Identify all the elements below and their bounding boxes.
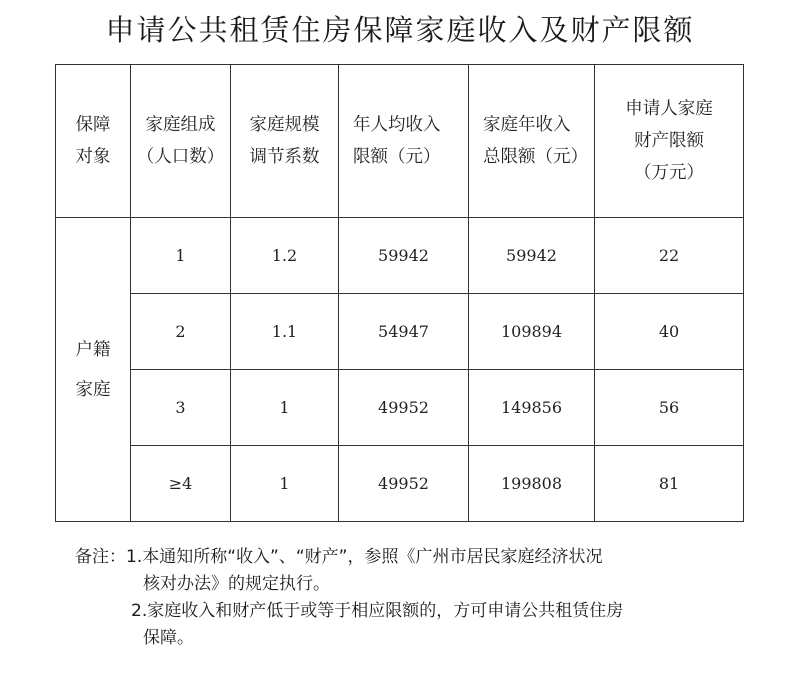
cell-property-limit: 81 [595, 446, 744, 522]
table-row [56, 370, 744, 446]
cell-adjustment-factor: 1.1 [231, 294, 339, 370]
table-row [56, 446, 744, 522]
header-household-income-limit: 家庭年收入 总限额（元） [469, 65, 595, 218]
header-adjustment-factor: 家庭规模 调节系数 [231, 65, 339, 218]
cell-adjustment-factor: 1.2 [231, 218, 339, 294]
cell-household-size: 1 [131, 218, 231, 294]
cell-property-limit: 22 [595, 218, 744, 294]
header-household-size: 家庭组成 （人口数） [131, 65, 231, 218]
cell-household-income: 199808 [469, 446, 595, 522]
note-2-line-1: 2.家庭收入和财产低于或等于相应限额的，方可申请公共租赁住房 [131, 601, 624, 621]
table-row [56, 294, 744, 370]
note-2-line-2: 保障。 [143, 628, 194, 648]
cell-adjustment-factor: 1 [231, 370, 339, 446]
note-1-line-1: 备注：1.本通知所称“收入”、“财产”，参照《广州市居民家庭经济状况 [75, 547, 603, 567]
income-property-limits-table [55, 64, 744, 522]
cell-household-size: 3 [131, 370, 231, 446]
notes-section [75, 544, 775, 652]
cell-household-income: 149856 [469, 370, 595, 446]
cell-property-limit: 56 [595, 370, 744, 446]
header-per-capita-income-limit: 年人均收入 限额（元） [339, 65, 469, 218]
header-property-limit: 申请人家庭 财产限额 （万元） [595, 65, 744, 218]
cell-per-capita-income: 54947 [339, 294, 469, 370]
cell-household-size: ≥4 [131, 446, 231, 522]
cell-per-capita-income: 49952 [339, 370, 469, 446]
cell-household-income: 109894 [469, 294, 595, 370]
cell-per-capita-income: 49952 [339, 446, 469, 522]
cell-household-size: 2 [131, 294, 231, 370]
cell-adjustment-factor: 1 [231, 446, 339, 522]
cell-property-limit: 40 [595, 294, 744, 370]
header-security-target: 保障 对象 [56, 65, 131, 218]
row-group-registered-household: 户籍 家庭 [56, 218, 131, 522]
table-header-row [56, 65, 744, 218]
note-1-line-2: 核对办法》的规定执行。 [143, 574, 330, 594]
table-row [56, 218, 744, 294]
cell-household-income: 59942 [469, 218, 595, 294]
document-title: 申请公共租赁住房保障家庭收入及财产限额 [105, 13, 695, 47]
cell-per-capita-income: 59942 [339, 218, 469, 294]
